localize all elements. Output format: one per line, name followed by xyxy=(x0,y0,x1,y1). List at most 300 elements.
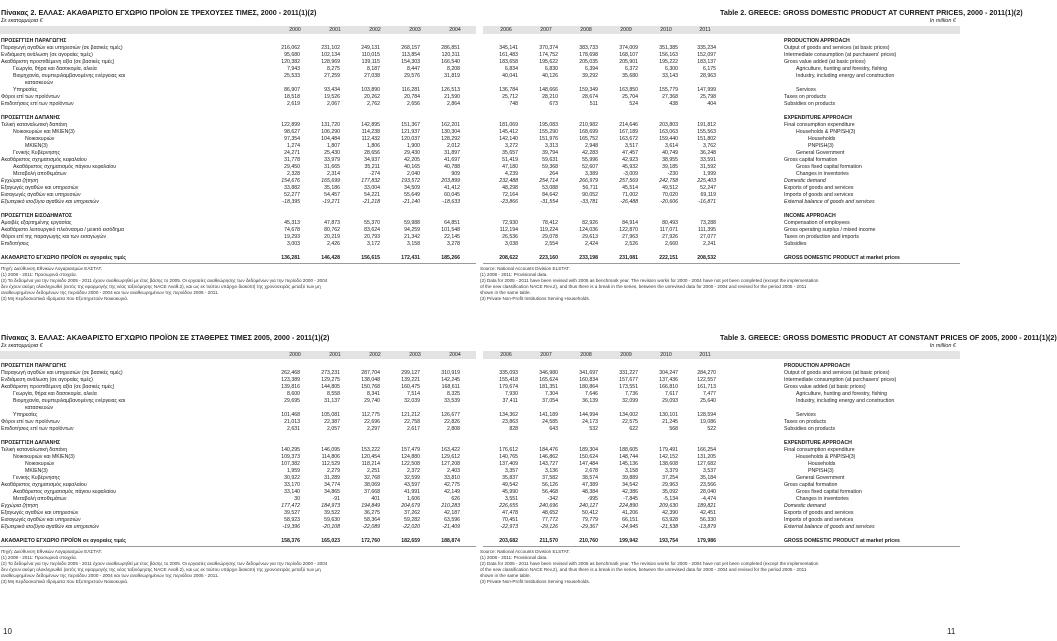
row-label: Subsidies on products xyxy=(784,101,836,107)
cell-value: 3,313 xyxy=(545,143,558,149)
row-label: Households xyxy=(808,136,836,142)
cell-value: 109,373 xyxy=(281,454,300,460)
table-row xyxy=(0,66,480,73)
cell-value: -22,973 xyxy=(500,524,518,530)
row-label: Νοικοκυριών και ΜΚΙΕΝ(3) xyxy=(13,454,75,460)
row-label: Intermediate consumption (at purchasers' prices) xyxy=(784,52,897,58)
section-header xyxy=(0,115,480,122)
cell-value: 2,251 xyxy=(367,468,380,474)
cell-value: 77,772 xyxy=(542,517,558,523)
footnote: Source: National Accounts Division ELSTAT. xyxy=(480,549,570,554)
year-header: 2006 xyxy=(500,352,512,358)
cell-value: 95,680 xyxy=(284,52,300,58)
cell-value: 210,283 xyxy=(441,503,460,509)
cell-value: 173,551 xyxy=(619,384,638,390)
cell-value: 146,428 xyxy=(321,255,340,261)
table-title: Table 3. GREECE: GROSS DOMESTIC PRODUCT AT CONSTANT PRICES OF 2005, 2000 - 2011(1)(2) xyxy=(720,333,1057,342)
row-label: Industry, including energy and construction xyxy=(796,398,895,404)
row-label: Households & PNPISH(3) xyxy=(796,129,856,135)
cell-value: 183,137 xyxy=(697,59,716,65)
table-row xyxy=(480,66,960,73)
cell-value: 122,557 xyxy=(697,377,716,383)
section-header xyxy=(0,213,480,220)
table-row xyxy=(480,178,960,185)
cell-value: 29,430 xyxy=(404,150,420,156)
cell-value: 34,865 xyxy=(324,489,340,495)
cell-value: -31,554 xyxy=(540,199,558,205)
cell-value: 404 xyxy=(707,101,716,107)
cell-value: -20,108 xyxy=(322,524,340,530)
cell-value: 139,816 xyxy=(281,384,300,390)
cell-value: 19,086 xyxy=(700,419,716,425)
cell-value: -26,488 xyxy=(620,199,638,205)
cell-value: 121,212 xyxy=(401,412,420,418)
cell-value: 45,514 xyxy=(622,185,638,191)
row-label: ΑΚΑΘΑΡΙΣΤΟ ΕΓΧΩΡΙΟ ΠΡΟΪΟΝ σε αγοραίες τιμές xyxy=(1,255,126,261)
cell-value: 341,697 xyxy=(579,370,598,376)
row-label: Φόροι επί των προϊόντων xyxy=(1,94,60,100)
cell-value: 35,680 xyxy=(622,73,638,79)
cell-value: 39,292 xyxy=(582,73,598,79)
cell-value: 114,806 xyxy=(321,454,340,460)
row-label: External balance of goods and services xyxy=(784,524,875,530)
cell-value: 98,627 xyxy=(284,129,300,135)
cell-value: 2,057 xyxy=(327,426,340,432)
cell-value: 240,127 xyxy=(579,503,598,509)
footnote: (3) Private Non-Profit Institutions Serving Households. xyxy=(480,296,591,301)
cell-value: 2,012 xyxy=(447,143,460,149)
cell-value: 383,733 xyxy=(579,45,598,51)
cell-value: 31,137 xyxy=(324,398,340,404)
cell-value: 3,172 xyxy=(367,241,380,247)
cell-value: 27,926 xyxy=(662,234,678,240)
cell-value: 70,020 xyxy=(662,192,678,198)
cell-value: 172,431 xyxy=(401,255,420,261)
cell-value: 159,440 xyxy=(659,136,678,142)
cell-value: 2,631 xyxy=(287,426,300,432)
row-label: Αμοιβές εξαρτημένης εργασίας xyxy=(1,220,72,226)
row-label: Επιδοτήσεις επί των προϊόντων xyxy=(1,426,74,432)
table-row xyxy=(480,171,960,178)
footnote: δεν έχουν ακόμη ολοκληρωθεί (εκτός της εφαρμογής της νέας ταξινόμησης NACE Αναθ.2), και ως εκ τούτου υπάρχει διακοπή της χρονοσειράς μεταξύ των μη xyxy=(1,567,321,572)
row-label: Γενικής Κυβέρνησης xyxy=(13,475,60,481)
cell-value: -21,140 xyxy=(402,199,420,205)
cell-value: 195,622 xyxy=(539,59,558,65)
cell-value: 45,932 xyxy=(622,164,638,170)
cell-value: 8,558 xyxy=(327,391,340,397)
row-label: Επιδοτήσεις xyxy=(1,241,29,247)
year-header: 2008 xyxy=(580,352,592,358)
cell-value: 299,127 xyxy=(401,370,420,376)
row-label: Taxes on products xyxy=(784,94,827,100)
table-row xyxy=(480,143,960,150)
cell-value: 195,222 xyxy=(659,59,678,65)
cell-value: 3,278 xyxy=(447,241,460,247)
table-row xyxy=(480,248,960,255)
table-row xyxy=(480,503,960,510)
cell-value: 2,067 xyxy=(327,101,340,107)
cell-value: 52,607 xyxy=(582,164,598,170)
cell-value: 33,539 xyxy=(444,398,460,404)
cell-value: 155,563 xyxy=(697,129,716,135)
footnote: δεν έχουν ακόμη ολοκληρωθεί (εκτός της εφαρμογής της νέας ταξινόμησης NACE Αναθ.2), και ως εκ τούτου υπάρχει διακοπή της χρονοσειράς μεταξύ των μη xyxy=(1,284,321,289)
cell-value: 140,765 xyxy=(499,454,518,460)
cell-value: 177,472 xyxy=(281,503,300,509)
cell-value: 203,682 xyxy=(499,538,518,544)
cell-value: 3,389 xyxy=(585,171,598,177)
cell-value: 199,942 xyxy=(619,538,638,544)
cell-value: 154,676 xyxy=(281,178,300,184)
row-label: Final consumption expenditure xyxy=(784,122,855,128)
cell-value: 225,403 xyxy=(697,178,716,184)
cell-value: 22,696 xyxy=(364,419,380,425)
left-page xyxy=(0,0,480,641)
table-row xyxy=(480,496,960,503)
cell-value: -274 xyxy=(369,171,380,177)
table-row xyxy=(0,185,480,192)
cell-value: 152,097 xyxy=(697,52,716,58)
section-header xyxy=(0,38,480,45)
cell-value: 59,631 xyxy=(542,157,558,163)
cell-value: 24,271 xyxy=(284,150,300,156)
row-label: ΜΚΙΕΝ(3) xyxy=(25,468,48,474)
cell-value: 124,880 xyxy=(401,454,420,460)
row-label: Ακαθάριστο λειτουργικό πλεόνασμα / μεικτό εισόδημα xyxy=(1,227,125,233)
cell-value: 129,612 xyxy=(441,454,460,460)
cell-value: 160,475 xyxy=(401,384,420,390)
cell-value: 335,093 xyxy=(499,370,518,376)
cell-value: 147,999 xyxy=(697,87,716,93)
cell-value: 42,149 xyxy=(444,489,460,495)
row-label: Ακαθάριστος σχηματισμός πάγιου κεφαλαίου xyxy=(13,489,117,495)
row-label: Ακαθάριστος σχηματισμός πάγιου κεφαλαίου xyxy=(13,164,117,170)
cell-value: 141,189 xyxy=(539,412,558,418)
cell-value: 104,484 xyxy=(321,136,340,142)
row-label: Ενδιάμεση ανάλωση (σε αγοραίες τιμές) xyxy=(1,52,93,58)
cell-value: 72,164 xyxy=(502,192,518,198)
cell-value: 22,575 xyxy=(622,419,638,425)
cell-value: 22,387 xyxy=(324,419,340,425)
cell-value: 32,599 xyxy=(404,475,420,481)
cell-value: 174,752 xyxy=(539,52,558,58)
footnote: shown in the same table. xyxy=(480,290,531,295)
cell-value: 2,864 xyxy=(447,101,460,107)
cell-value: 126,677 xyxy=(441,412,460,418)
row-label: Μεταβολή αποθεμάτων xyxy=(13,496,67,502)
cell-value: 2,617 xyxy=(407,426,420,432)
cell-value: 8,341 xyxy=(367,391,380,397)
cell-value: 113,854 xyxy=(401,52,420,58)
cell-value: 162,201 xyxy=(441,122,460,128)
cell-value: 134,362 xyxy=(499,412,518,418)
row-label: Domestic demand xyxy=(784,178,826,184)
cell-value: 52,277 xyxy=(284,192,300,198)
row-label: ΠΡΟΣΕΓΓΙΣΗ ΕΙΣΟΔΗΜΑΤΟΣ xyxy=(1,213,73,219)
cell-value: 203,899 xyxy=(441,178,460,184)
table-row xyxy=(480,150,960,157)
row-label: Final consumption expenditure xyxy=(784,447,855,453)
cell-value: 161,713 xyxy=(697,384,716,390)
year-header: 2001 xyxy=(329,352,341,358)
cell-value: 70,451 xyxy=(502,517,518,523)
cell-value: 137,409 xyxy=(499,461,518,467)
cell-value: 40,041 xyxy=(502,73,518,79)
table-row xyxy=(0,426,480,433)
row-label: General Government xyxy=(796,150,845,156)
row-label: Gross capital formation xyxy=(784,157,838,163)
row-label: Τελική καταναλωτική δαπάνη xyxy=(1,122,68,128)
row-label: Μεταβολή αποθεμάτων xyxy=(13,171,67,177)
cell-value: 102,134 xyxy=(321,52,340,58)
cell-value: 240,696 xyxy=(539,503,558,509)
cell-value: 284,270 xyxy=(697,370,716,376)
cell-value: 222,151 xyxy=(659,255,678,261)
cell-value: 7,477 xyxy=(703,391,716,397)
cell-value: 2,426 xyxy=(327,241,340,247)
year-header-band xyxy=(483,26,960,34)
cell-value: 3,003 xyxy=(287,241,300,247)
cell-value: 29,576 xyxy=(404,73,420,79)
cell-value: 48,298 xyxy=(502,185,518,191)
row-label: ΠΡΟΣΕΓΓΙΣΗ ΠΑΡΑΓΩΓΗΣ xyxy=(1,363,67,369)
cell-value: 27,259 xyxy=(324,73,340,79)
table-row xyxy=(0,517,480,524)
year-header: 2000 xyxy=(289,352,301,358)
footnote: (2) Data for 2005 - 2011 have been revised with 2005 as benchmark year. The revision works for 2000 - 2004 have not yet been completed (except the implementation xyxy=(480,278,819,283)
year-header: 2002 xyxy=(369,352,381,358)
cell-value: 172,760 xyxy=(361,538,380,544)
cell-value: 140,295 xyxy=(281,447,300,453)
row-label: κατασκευών xyxy=(25,405,54,411)
cell-value: 4,239 xyxy=(505,171,518,177)
cell-value: 71,002 xyxy=(622,192,638,198)
cell-value: 2,808 xyxy=(447,426,460,432)
section-header xyxy=(0,440,480,447)
total-row xyxy=(0,538,480,545)
cell-value: 23,863 xyxy=(502,419,518,425)
row-label: Ενδιάμεση ανάλωση (σε αγοραίες τιμές) xyxy=(1,377,93,383)
cell-value: 7,930 xyxy=(505,391,518,397)
table-row xyxy=(0,377,480,384)
cell-value: 42,187 xyxy=(444,510,460,516)
table-title: Table 2. GREECE: GROSS DOMESTIC PRODUCT AT CURRENT PRICES, 2000 - 2011(1)(2) xyxy=(720,8,1023,17)
cell-value: 145,412 xyxy=(499,129,518,135)
cell-value: 166,254 xyxy=(697,447,716,453)
total-row xyxy=(0,255,480,262)
table-row xyxy=(480,108,960,115)
footnote: αναθεωρημένων δεδομένων της περιόδου 2000 - 2004 και των αναθεωρημένων της περιόδου 2005 - 2011. xyxy=(1,573,219,578)
cell-value: 37,262 xyxy=(404,510,420,516)
cell-value: 310,919 xyxy=(441,370,460,376)
footnote: αναθεωρημένων δεδομένων της περιόδου 2000 - 2004 και των αναθεωρημένων της περιόδου 2005 - 2011. xyxy=(1,290,219,295)
cell-value: 128,292 xyxy=(441,136,460,142)
cell-value: 20,219 xyxy=(324,234,340,240)
table-row xyxy=(0,192,480,199)
row-label: Output of goods and services (at basic prices) xyxy=(784,370,890,376)
cell-value: 183,658 xyxy=(499,59,518,65)
table-row xyxy=(0,489,480,496)
cell-value: 33,140 xyxy=(284,489,300,495)
cell-value: 121,937 xyxy=(401,129,420,135)
table-row xyxy=(0,171,480,178)
cell-value: 3,136 xyxy=(545,468,558,474)
cell-value: 86,907 xyxy=(284,87,300,93)
row-label: Γεωργία, θήρα και δασοκομία, αλιεία xyxy=(13,391,97,397)
cell-value: 184,476 xyxy=(539,447,558,453)
year-header: 2003 xyxy=(409,27,421,33)
row-label: Exports of goods and services xyxy=(784,185,854,191)
table-row xyxy=(480,531,960,538)
table-row xyxy=(0,503,480,510)
cell-value: 28,963 xyxy=(700,73,716,79)
cell-value: 3,517 xyxy=(625,143,638,149)
cell-value: 40,165 xyxy=(404,164,420,170)
cell-value: -230 xyxy=(667,171,678,177)
cell-value: 144,805 xyxy=(321,384,340,390)
row-label: GROSS DOMESTIC PRODUCT at market prices xyxy=(784,255,900,261)
table-row xyxy=(0,391,480,398)
year-header: 2001 xyxy=(329,27,341,33)
row-label: ΠΡΟΣΕΓΓΙΣΗ ΠΑΡΑΓΩΓΗΣ xyxy=(1,38,67,44)
cell-value: 2,297 xyxy=(367,426,380,432)
cell-value: 90,052 xyxy=(582,192,598,198)
table-row xyxy=(480,80,960,87)
cell-value: 47,180 xyxy=(502,164,518,170)
cell-value: 138,608 xyxy=(659,461,678,467)
cell-value: 8,275 xyxy=(327,66,340,72)
cell-value: -16,871 xyxy=(698,199,716,205)
cell-value: 224,890 xyxy=(619,503,638,509)
cell-value: 166,540 xyxy=(441,59,460,65)
cell-value: 33,979 xyxy=(324,157,340,163)
row-label: Services xyxy=(796,87,816,93)
table-row xyxy=(480,433,960,440)
cell-value: 154,303 xyxy=(401,59,420,65)
cell-value: 6,834 xyxy=(505,66,518,72)
table-row xyxy=(0,419,480,426)
cell-value: 119,224 xyxy=(539,227,558,233)
cell-value: 203,803 xyxy=(659,122,678,128)
row-label: Ακαθάριστος σχηματισμός κεφαλαίου xyxy=(1,157,87,163)
cell-value: 21,013 xyxy=(284,419,300,425)
cell-value: 29,740 xyxy=(364,398,380,404)
footnote: (3) Μη Κερδοσκοπικά Ιδρύματα που Εξυπηρετούν Νοικοκυριά. xyxy=(1,296,129,301)
row-label: Industry, including energy and construction xyxy=(796,73,895,79)
table-unit: Σε εκατομμύρια € xyxy=(1,18,43,24)
cell-value: 208,532 xyxy=(697,255,716,261)
table-unit: In million € xyxy=(929,343,956,349)
cell-value: 2,554 xyxy=(545,241,558,247)
cell-value: 69,119 xyxy=(700,192,716,198)
cell-value: 59,368 xyxy=(542,164,558,170)
table-row xyxy=(0,220,480,227)
footnote: of the new classification NACE Rev.2), and thus there is a break in the series, between the unrevised data for 2000 - 2004 and revised for the period 2005 - 2011 xyxy=(480,284,807,289)
cell-value: 150,624 xyxy=(579,454,598,460)
cell-value: 136,281 xyxy=(281,255,300,261)
cell-value: 2,656 xyxy=(407,101,420,107)
cell-value: 33,170 xyxy=(284,482,300,488)
cell-value: 59,630 xyxy=(324,517,340,523)
table-row xyxy=(0,370,480,377)
table-row xyxy=(480,370,960,377)
table-row xyxy=(480,468,960,475)
cell-value: 20,784 xyxy=(404,94,420,100)
cell-value: 168,699 xyxy=(579,129,598,135)
cell-value: 370,374 xyxy=(539,45,558,51)
cell-value: 37,668 xyxy=(364,489,380,495)
cell-value: 36,275 xyxy=(364,510,380,516)
row-label: ΠΡΟΣΕΓΓΙΣΗ ΔΑΠΑΝΗΣ xyxy=(1,115,61,121)
row-label: Φόροι επί των προϊόντων xyxy=(1,419,60,425)
cell-value: 157,677 xyxy=(619,377,638,383)
cell-value: 118,214 xyxy=(361,461,380,467)
cell-value: 266,979 xyxy=(579,178,598,184)
table-row xyxy=(0,52,480,59)
row-label: Νοικοκυριών και ΜΚΙΕΝ(3) xyxy=(13,129,75,135)
cell-value: 131,720 xyxy=(321,122,340,128)
cell-value: 58,364 xyxy=(364,517,380,523)
cell-value: 26,536 xyxy=(502,234,518,240)
table-row xyxy=(0,206,480,213)
table-row xyxy=(480,241,960,248)
cell-value: 191,812 xyxy=(697,122,716,128)
cell-value: 511 xyxy=(589,101,598,107)
cell-value: 45,990 xyxy=(502,489,518,495)
row-label: Gross fixed capital formation xyxy=(796,164,862,170)
footnote: (3) Private Non-Profit Institutions Serving Households. xyxy=(480,579,591,584)
cell-value: 32,768 xyxy=(364,475,380,481)
cell-value: 83,624 xyxy=(364,227,380,233)
cell-value: 438 xyxy=(669,101,678,107)
cell-value: 622 xyxy=(629,426,638,432)
cell-value: 94,259 xyxy=(404,227,420,233)
cell-value: 28,674 xyxy=(582,94,598,100)
row-label: Domestic demand xyxy=(784,503,826,509)
page-number: 11 xyxy=(947,627,956,636)
cell-value: 63,928 xyxy=(662,517,678,523)
footnote: (2) Τα δεδομένα για την περίοδο 2005 - 2011 έχουν αναθεωρηθεί με έτος βάσης το 2005. Οι εργασίες αναθεώρησης των δεδομένων για την περίοδο 2000 - 2004 xyxy=(1,561,328,566)
row-label: External balance of goods and services xyxy=(784,199,875,205)
year-header: 2011 xyxy=(699,352,711,358)
cell-value: 1,274 xyxy=(287,143,300,149)
cell-value: -29,126 xyxy=(540,524,558,530)
row-label: Γεωργία, θήρα και δασοκομία, αλιεία xyxy=(13,66,97,72)
cell-value: 78,412 xyxy=(542,220,558,226)
cell-value: 120,037 xyxy=(401,136,420,142)
total-row xyxy=(480,255,960,262)
table-row xyxy=(0,405,480,412)
cell-value: 27,038 xyxy=(364,73,380,79)
table-row xyxy=(480,412,960,419)
cell-value: 182,659 xyxy=(401,538,420,544)
table-row xyxy=(480,510,960,517)
cell-value: 35,211 xyxy=(364,164,380,170)
cell-value: 127,208 xyxy=(441,461,460,467)
table-row xyxy=(0,136,480,143)
cell-value: 30,922 xyxy=(284,475,300,481)
table-row xyxy=(0,234,480,241)
cell-value: 124,036 xyxy=(579,227,598,233)
cell-value: 3,357 xyxy=(505,468,518,474)
cell-value: -21,218 xyxy=(362,199,380,205)
cell-value: 151,976 xyxy=(539,136,558,142)
table-row xyxy=(0,178,480,185)
cell-value: 21,590 xyxy=(444,94,460,100)
cell-value: 188,605 xyxy=(619,447,638,453)
row-label: ΠΡΟΣΕΓΓΙΣΗ ΔΑΠΑΝΗΣ xyxy=(1,440,61,446)
row-label: Υπηρεσίες xyxy=(13,87,38,93)
table-row xyxy=(480,52,960,59)
